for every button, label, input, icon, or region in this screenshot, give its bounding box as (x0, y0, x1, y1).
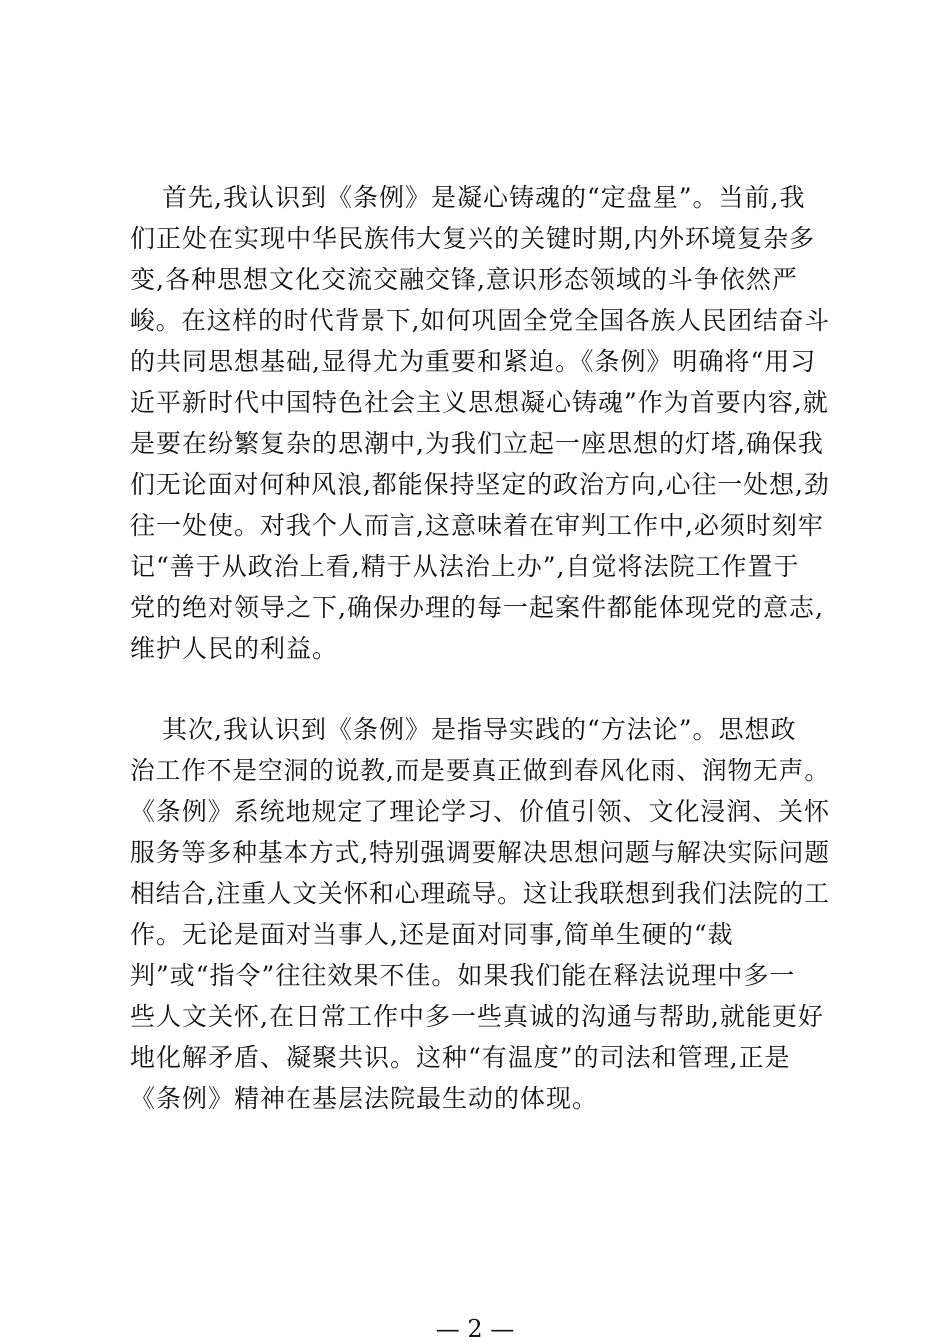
paragraph-line: 的共同思想基础,显得尤为重要和紧迫。《条例》明确将“用习 (130, 347, 817, 376)
paragraph-line: 变,各种思想文化交流交融交锋,意识形态领域的斗争依然严 (130, 265, 798, 294)
paragraph-line: 们无论面对何种风浪,都能保持坚定的政治方向,心往一处想,劲 (130, 470, 830, 499)
paragraph-line: 党的绝对领导之下,确保办理的每一起案件都能体现党的意志, (130, 593, 824, 622)
paragraph-line: 其次,我认识到《条例》是指导实践的“方法论”。思想政 (162, 715, 797, 744)
paragraph-line: 作。无论是面对当事人,还是面对同事,简单生硬的“裁 (130, 920, 734, 949)
paragraph-line: 维护人民的利益。 (130, 634, 339, 663)
paragraph-line: 地化解矛盾、凝聚共识。这种“有温度”的司法和管理,正是 (130, 1043, 791, 1072)
paragraph-line: 相结合,注重人文关怀和心理疏导。这让我联想到我们法院的工 (130, 879, 830, 908)
paragraph-line: 《条例》系统地规定了理论学习、价值引领、文化浸润、关怀 (130, 797, 831, 826)
paragraph-line: 往一处使。对我个人而言,这意味着在审判工作中,必须时刻牢 (130, 511, 824, 540)
paragraph-line: 们正处在实现中华民族伟大复兴的关键时期,内外环境复杂多 (130, 224, 815, 253)
paragraph-line: 治工作不是空洞的说教,而是要真正做到春风化雨、润物无声。 (130, 756, 830, 785)
paragraph-line: 峻。在这样的时代背景下,如何巩固全党全国各族人民团结奋斗 (130, 306, 830, 335)
paragraph-line: 判”或“指令”往往效果不佳。如果我们能在释法说理中多一 (130, 961, 796, 990)
paragraph-line: 近平新时代中国特色社会主义思想凝心铸魂”作为首要内容,就 (130, 388, 829, 417)
paragraph-line: 首先,我认识到《条例》是凝心铸魂的“定盘星”。当前,我 (162, 183, 806, 212)
paragraph-line: 记“善于从政治上看,精于从法治上办”,自觉将法院工作置于 (130, 552, 800, 581)
page-number: — 2 — (435, 1315, 515, 1343)
paragraph-line: 些人文关怀,在日常工作中多一些真诚的沟通与帮助,就能更好 (130, 1002, 824, 1031)
paragraph-line: 《条例》精神在基层法院最生动的体现。 (130, 1084, 599, 1113)
paragraph-line: 服务等多种基本方式,特别强调要解决思想问题与解决实际问题 (130, 838, 830, 867)
paragraph-line: 是要在纷繁复杂的思潮中,为我们立起一座思想的灯塔,确保我 (130, 429, 824, 458)
